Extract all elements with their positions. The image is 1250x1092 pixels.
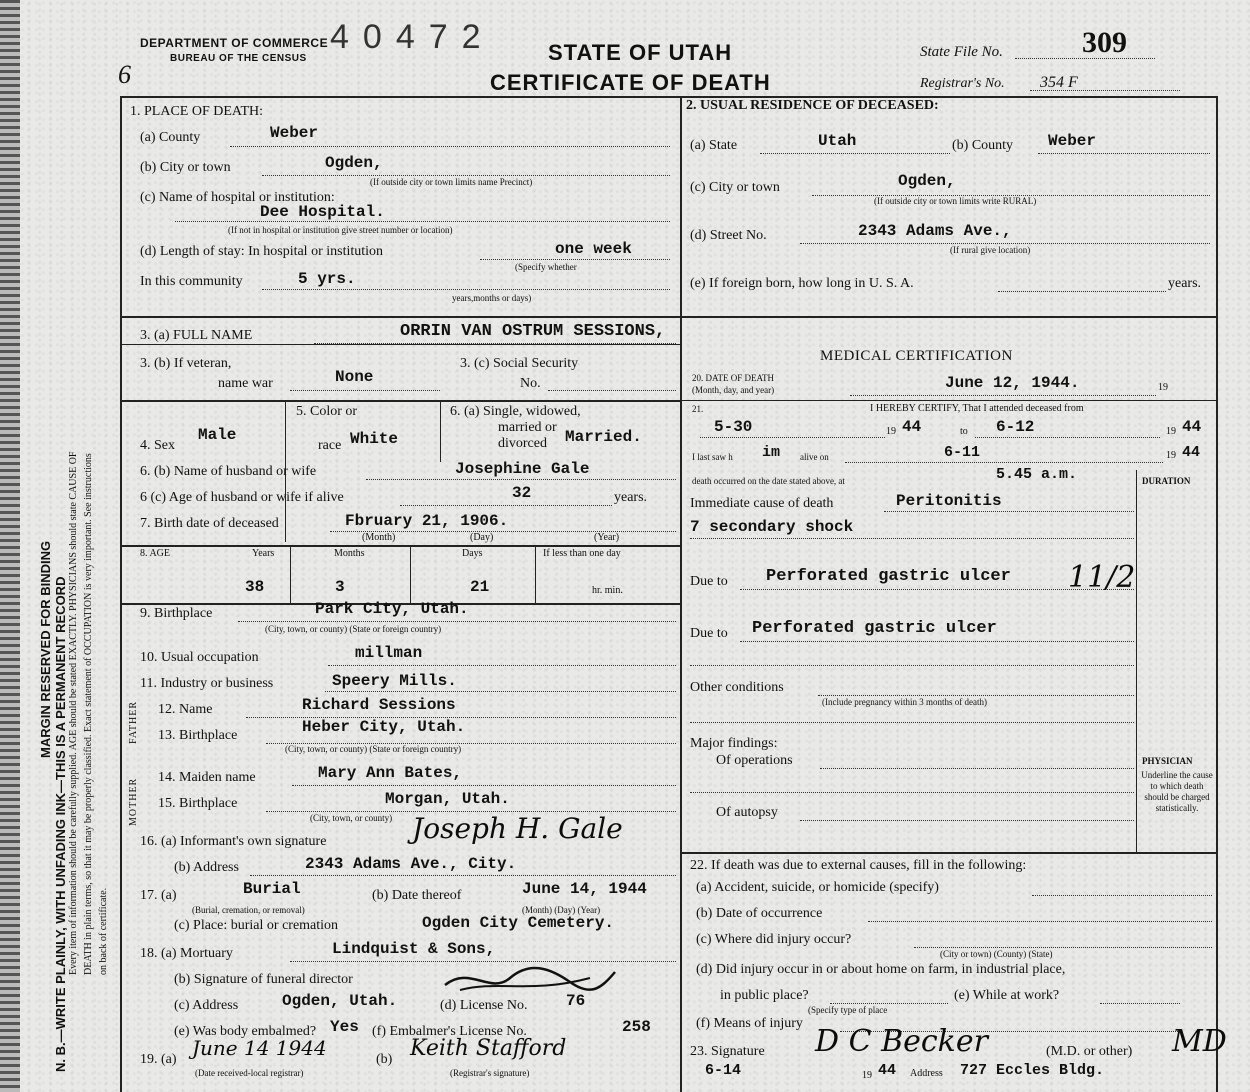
last-saw-year: 44 [1182, 444, 1201, 461]
age-days: 21 [470, 578, 490, 596]
marital-label-3: divorced [498, 436, 547, 451]
last-saw-year-prefix: 19 [1166, 450, 1176, 461]
funeral-director-signature [440, 960, 620, 1000]
res-city-label: (c) City or town [690, 180, 780, 195]
certify-text: I HEREBY CERTIFY, That I attended deceased from [870, 403, 1084, 414]
veteran-war: None [335, 368, 374, 386]
informant-address: 2343 Adams Ave., City. [305, 855, 517, 873]
birth-note-year: (Year) [594, 532, 620, 543]
last-saw-label: I last saw h [692, 452, 733, 462]
cert-number: 21. [692, 404, 704, 414]
to-year-prefix: 19 [1166, 426, 1176, 437]
burial-place-label: (c) Place: burial or cremation [174, 918, 339, 933]
spouse-age-suffix: years. [614, 490, 648, 505]
physician-note: Underline the cause to which death should be charged statistically. [1141, 770, 1213, 813]
mother-tag: MOTHER [128, 777, 139, 826]
residence-heading: 2. USUAL RESIDENCE OF DECEASED: [686, 98, 939, 113]
father-name-label: 12. Name [158, 702, 213, 717]
community-note: years,months or days) [452, 293, 532, 303]
months-label: Months [334, 548, 365, 559]
stamp-number: 40472 [330, 18, 495, 56]
registration-date: June 14 1944 [192, 1036, 327, 1060]
other-conditions-label: Other conditions [690, 680, 784, 695]
hospital-note: (If not in hospital or institution give street number or location) [228, 225, 453, 235]
birth-date-label: 7. Birth date of deceased [140, 516, 279, 531]
sex-label: 4. Sex [140, 438, 175, 453]
ssn-no-label: No. [520, 376, 541, 391]
father-tag: FATHER [128, 700, 139, 744]
res-county-label: (b) County [952, 138, 1014, 153]
attended-from: 5-30 [714, 418, 753, 436]
other-conditions-note: (Include pregnancy within 3 months of death) [822, 697, 987, 707]
external-c-note: (City or town) (County) (State) [940, 949, 1053, 959]
mother-name: Mary Ann Bates, [318, 764, 463, 782]
state-file-number: 309 [1082, 26, 1127, 59]
hospital-stay: one week [555, 240, 632, 258]
mother-birthplace: Morgan, Utah. [385, 790, 510, 808]
date-thereof-note: (Month) (Day) (Year) [522, 905, 601, 915]
age-label: 8. AGE [140, 548, 170, 559]
marital-label-2: married or [498, 420, 557, 435]
spouse-label: 6. (b) Name of husband or wife [140, 464, 317, 479]
spouse-name: Josephine Gale [455, 460, 590, 478]
death-city: Ogden, [325, 154, 383, 172]
due-to-2: Perforated gastric ulcer [752, 619, 997, 638]
due-to-label-1: Due to [690, 574, 728, 589]
immediate-cause-2: 7 secondary shock [690, 518, 854, 536]
informant-signature: Joseph H. Gale [412, 812, 623, 845]
margin-instruction-1: Every item of information should be carefully supplied. AGE should be stated EXACTLY. PHYSICIANS should state CAUSE OF [68, 451, 79, 975]
stay-note: (Specify whether [515, 262, 577, 272]
mother-bp-note: (City, town, or county) [310, 813, 393, 823]
to-label: to [960, 426, 968, 437]
age-years: 38 [245, 578, 265, 596]
sig-year-prefix: 19 [862, 1070, 872, 1081]
sex-value: Male [198, 426, 237, 444]
dod-label: 20. DATE OF DEATH [692, 373, 774, 383]
alive-label: alive on [800, 452, 829, 462]
immediate-cause: Peritonitis [896, 492, 1002, 510]
license-label: (d) License No. [440, 998, 528, 1013]
res-foreign-label: (e) If foreign born, how long in U. S. A. [690, 276, 914, 291]
dod-suffix: 19 [1158, 382, 1168, 393]
margin-permanent-note: N. B.—WRITE PLAINLY, WITH UNFADING INK—THIS IS A PERMANENT RECORD [53, 576, 68, 1072]
spouse-age: 32 [512, 484, 532, 502]
registrar-label: Registrar's No. [920, 76, 1005, 91]
from-year: 44 [902, 418, 922, 436]
license-number: 76 [566, 992, 586, 1010]
fd-address: Ogden, Utah. [282, 992, 398, 1010]
father-name: Richard Sessions [302, 696, 456, 714]
duration-label: DURATION [1142, 476, 1191, 486]
funeral-director-sig-label: (b) Signature of funeral director [174, 972, 353, 987]
md-label: (M.D. or other) [1046, 1044, 1133, 1059]
external-a: (a) Accident, suicide, or homicide (specify) [696, 880, 939, 895]
external-f: (f) Means of injury [696, 1016, 803, 1031]
external-e: (e) While at work? [954, 988, 1060, 1003]
birthplace-label: 9. Birthplace [140, 606, 213, 621]
industry-label: 11. Industry or business [140, 676, 274, 691]
immediate-cause-label: Immediate cause of death [690, 496, 834, 511]
dept-heading: DEPARTMENT OF COMMERCE [140, 36, 329, 50]
city-note: (If outside city or town limits name Precinct) [370, 177, 533, 187]
state-file-label: State File No. [920, 44, 1003, 60]
race-label: race [318, 438, 342, 453]
external-d: (d) Did injury occur in or about home on farm, in industrial place, [696, 962, 1066, 977]
autopsy-label: Of autopsy [716, 805, 778, 820]
father-bp-note: (City, town, or county) (State or foreign country) [285, 744, 462, 754]
full-name: ORRIN VAN OSTRUM SESSIONS, [400, 322, 666, 341]
marital-status: Married. [565, 428, 642, 446]
informant-address-label: (b) Address [174, 860, 239, 875]
bureau-heading: BUREAU OF THE CENSUS [170, 53, 307, 64]
medical-heading: MEDICAL CERTIFICATION [820, 348, 1013, 364]
community-length: 5 yrs. [298, 270, 356, 288]
registration-date-note: (Date received-local registrar) [195, 1068, 304, 1078]
full-name-label: 3. (a) FULL NAME [140, 328, 253, 343]
occupation: millman [355, 644, 423, 662]
last-saw-date: 6-11 [944, 444, 981, 461]
certificate-title: CERTIFICATE OF DEATH [490, 70, 771, 95]
external-causes-label: 22. If death was due to external causes, fill in the following: [690, 858, 1027, 873]
years-label: Years [252, 548, 275, 559]
date-of-death: June 12, 1944. [945, 374, 1080, 392]
res-street-label: (d) Street No. [690, 228, 767, 243]
birthplace-note: (City, town, or county) (State or foreign country) [265, 624, 442, 634]
physician-heading: PHYSICIAN [1142, 756, 1193, 766]
res-street-note: (If rural give location) [950, 245, 1031, 255]
father-birthplace: Heber City, Utah. [302, 718, 466, 736]
sig-year: 44 [878, 1062, 897, 1079]
fd-address-label: (c) Address [174, 998, 239, 1013]
external-c: (c) Where did injury occur? [696, 932, 852, 947]
burial-place: Ogden City Cemetery. [422, 914, 615, 932]
less-than-day-label: If less than one day [543, 548, 621, 559]
death-county: Weber [270, 124, 319, 142]
father-birthplace-label: 13. Birthplace [158, 728, 238, 743]
registrar-number: 354 F [1040, 74, 1078, 91]
hr-min: hr. min. [592, 585, 623, 596]
from-year-prefix: 19 [886, 426, 896, 437]
res-street: 2343 Adams Ave., [858, 222, 1012, 240]
embalmer-label: (f) Embalmer's License No. [372, 1024, 527, 1039]
corner-mark: 6 [118, 60, 131, 89]
ssn-label: 3. (c) Social Security [460, 356, 579, 371]
war-label: name war [218, 376, 273, 391]
death-time: 5.45 a.m. [996, 466, 1078, 483]
margin-instruction-2: DEATH in plain terms, so that it may be properly classified. Exact statement of OCCUPATION is very important. See instructions [83, 453, 94, 975]
mother-birthplace-label: 15. Birthplace [158, 796, 238, 811]
md-handwritten: MD [1172, 1024, 1227, 1059]
stay-label: (d) Length of stay: In hospital or institution [140, 244, 384, 259]
embalmer-license: 258 [622, 1018, 651, 1036]
industry: Speery Mills. [332, 672, 457, 690]
veteran-label: 3. (b) If veteran, [140, 356, 232, 371]
mother-name-label: 14. Maiden name [158, 770, 256, 785]
registration-label: 19. (a) [140, 1052, 177, 1067]
age-months: 3 [335, 578, 345, 596]
spouse-age-label: 6 (c) Age of husband or wife if alive [140, 490, 344, 505]
registration-b: (b) [376, 1052, 393, 1067]
community-label: In this community [140, 274, 243, 289]
attended-to: 6-12 [996, 418, 1035, 436]
city-label: (b) City or town [140, 160, 231, 175]
state-title: STATE OF UTAH [548, 40, 733, 65]
days-label: Days [462, 548, 483, 559]
registrar-signature: Keith Stafford [410, 1036, 567, 1061]
binding-edge [0, 0, 20, 1092]
place-of-death-heading: 1. PLACE OF DEATH: [130, 104, 264, 119]
res-state: Utah [818, 132, 857, 150]
birth-note-day: (Day) [470, 532, 494, 543]
race-value: White [350, 430, 399, 448]
external-b: (b) Date of occurrence [696, 906, 823, 921]
major-findings-label: Major findings: [690, 736, 778, 751]
mortuary-label: 18. (a) Mortuary [140, 946, 233, 961]
margin-instruction-3: on back of certificate. [98, 887, 109, 975]
due-to-label-2: Due to [690, 626, 728, 641]
due-to-1: Perforated gastric ulcer [766, 567, 1011, 586]
res-county: Weber [1048, 132, 1097, 150]
dod-note: (Month, day, and year) [692, 385, 775, 395]
county-label: (a) County [140, 130, 201, 145]
registrar-sig-note: (Registrar's signature) [450, 1068, 530, 1078]
burial-method: Burial [243, 880, 301, 898]
date-thereof-label: (b) Date thereof [372, 888, 462, 903]
marital-label: 6. (a) Single, widowed, [450, 404, 581, 419]
physician-sig-date: 6-14 [705, 1062, 742, 1079]
occurred-label: death occurred on the date stated above, at [692, 476, 845, 486]
burial-date: June 14, 1944 [522, 880, 647, 898]
birth-note-month: (Month) [362, 532, 396, 543]
informant-label: 16. (a) Informant's own signature [140, 834, 327, 849]
occupation-label: 10. Usual occupation [140, 650, 259, 665]
birth-date: Fbruary 21, 1906. [345, 512, 509, 530]
external-d2: in public place? [720, 988, 809, 1003]
doctor-address-label: Address [910, 1068, 943, 1079]
embalmed: Yes [330, 1018, 359, 1036]
burial-label: 17. (a) [140, 888, 177, 903]
embalmed-label: (e) Was body embalmed? [174, 1024, 317, 1039]
physician-signature: D C Becker [815, 1024, 988, 1059]
last-saw-pronoun: im [762, 444, 781, 461]
color-label: 5. Color or [296, 404, 358, 419]
margin-binding-note: MARGIN RESERVED FOR BINDING [38, 540, 53, 758]
to-year: 44 [1182, 418, 1202, 436]
physician-sig-label: 23. Signature [690, 1044, 765, 1059]
operations-label: Of operations [716, 753, 793, 768]
margin-code: 11/2 [1068, 560, 1136, 595]
birthplace: Park City, Utah. [315, 600, 469, 618]
doctor-address: 727 Eccles Bldg. [960, 1062, 1105, 1079]
res-city: Ogden, [898, 172, 956, 190]
external-d2-note: (Specify type of place [808, 1005, 888, 1015]
mortuary: Lindquist & Sons, [332, 940, 496, 958]
burial-note: (Burial, cremation, or removal) [192, 905, 305, 915]
res-state-label: (a) State [690, 138, 738, 153]
res-city-note: (If outside city or town limits write RURAL) [874, 196, 1037, 206]
hospital-label: (c) Name of hospital or institution: [140, 190, 335, 205]
hospital-name: Dee Hospital. [260, 203, 385, 221]
res-foreign-suffix: years. [1168, 276, 1202, 291]
